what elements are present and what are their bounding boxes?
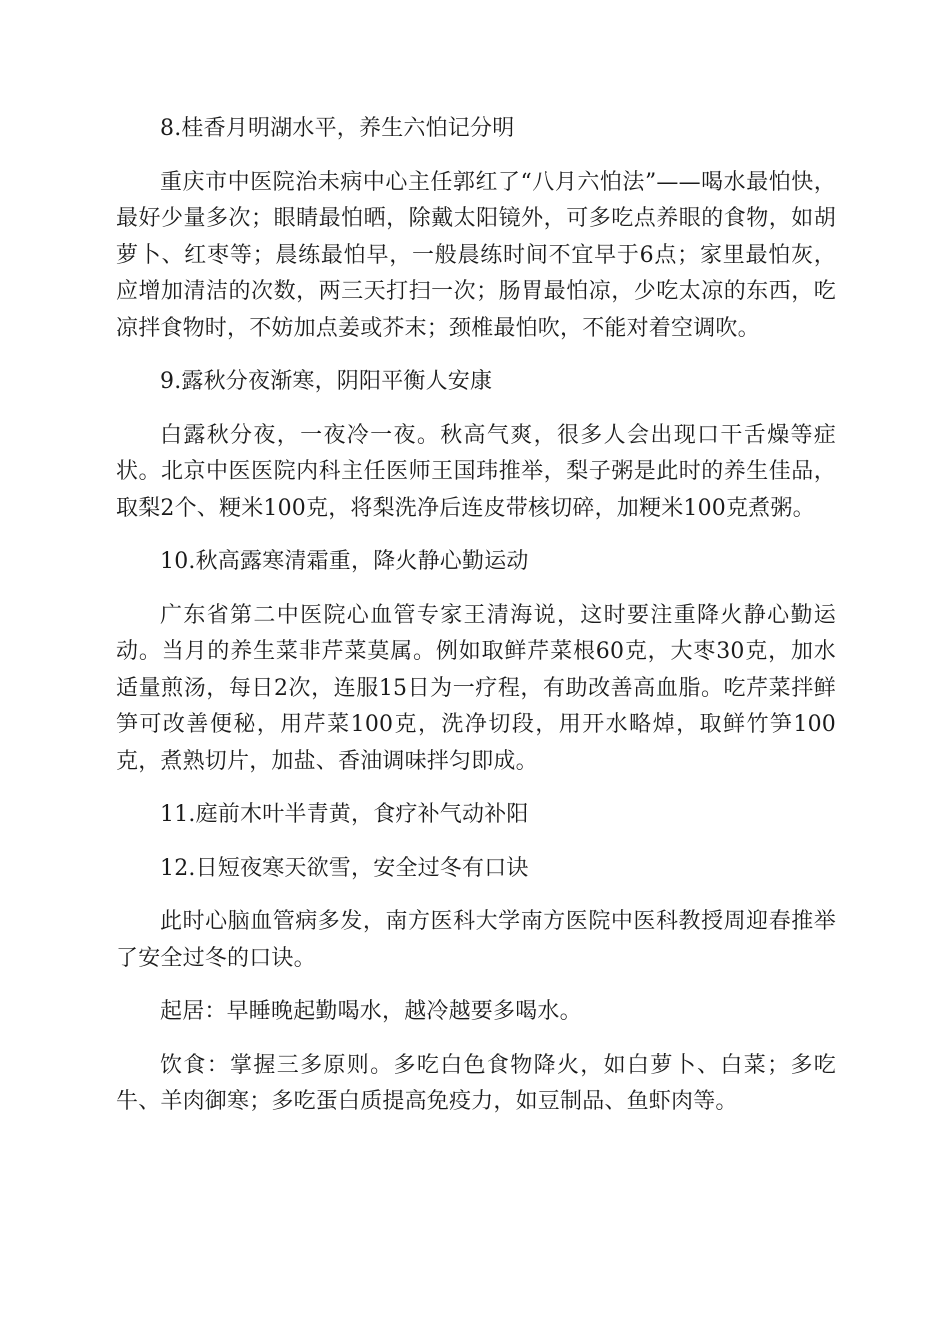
- section-heading-12: 12.日短夜寒天欲雪，安全过冬有口诀: [160, 855, 529, 881]
- section-heading-8: 8.桂香月明湖水平，养生六怕记分明: [160, 116, 515, 141]
- paragraph-pear-porridge: 白露秋分夜，一夜冷一夜。秋高气爽，很多人会出现口干舌燥等症状。北京中医医院内科主任医师王国玮推举，梨子粥是此时的养生佳品，取梨2个、粳米100克，将梨洗净后连皮带核切碎，加粳米100克煮粥。: [116, 422, 836, 521]
- paragraph-eight-fears: 重庆市中医院治未病中心主任郭红了“八月六怕法”——喝水最怕快，最好少量多次；眼睛最怕晒，除戴太阳镜外，可多吃点养眼的食物，如胡萝卜、红枣等；晨练最怕早，一般晨练时间不宜早于6点；家里最怕灰，应增加清洁的次数，两三天打扫一次；肠胃最怕凉，少吃太凉的东西，吃凉拌食物时，不妨加点姜或芥末；颈椎最怕吹，不能对着空调吹。: [116, 169, 836, 341]
- section-heading-10: 10.秋高露寒清霜重，降火静心勤运动: [160, 549, 529, 574]
- paragraph-winter-intro: 此时心脑血管病多发，南方医科大学南方医院中医科教授周迎春推举了安全过冬的口诀。: [116, 909, 836, 971]
- paragraph-daily-life: 起居：早睡晚起勤喝水，越冷越要多喝水。: [160, 999, 582, 1024]
- paragraph-celery: 广东省第二中医院心血管专家王清海说，这时要注重降火静心勤运动。当月的养生菜非芹菜莫属。例如取鲜芹菜根60克，大枣30克，加水适量煎汤，每日2次，连服15日为一疗程，有助改善高血脂。吃芹菜拌鲜笋可改善便秘，用芹菜100克，洗净切段，用开水略焯，取鲜竹笋100克，煮熟切片，加盐、香油调味拌匀即成。: [116, 602, 836, 774]
- section-heading-9: 9.露秋分夜渐寒，阴阳平衡人安康: [160, 369, 493, 394]
- paragraph-diet: 饮食：掌握三多原则。多吃白色食物降火，如白萝卜、白菜；多吃牛、羊肉御寒；多吃蛋白质提高免疫力，如豆制品、鱼虾肉等。: [116, 1052, 836, 1114]
- section-heading-11: 11.庭前木叶半青黄，食疗补气动补阳: [160, 802, 529, 827]
- document-body: [116, 111, 836, 1138]
